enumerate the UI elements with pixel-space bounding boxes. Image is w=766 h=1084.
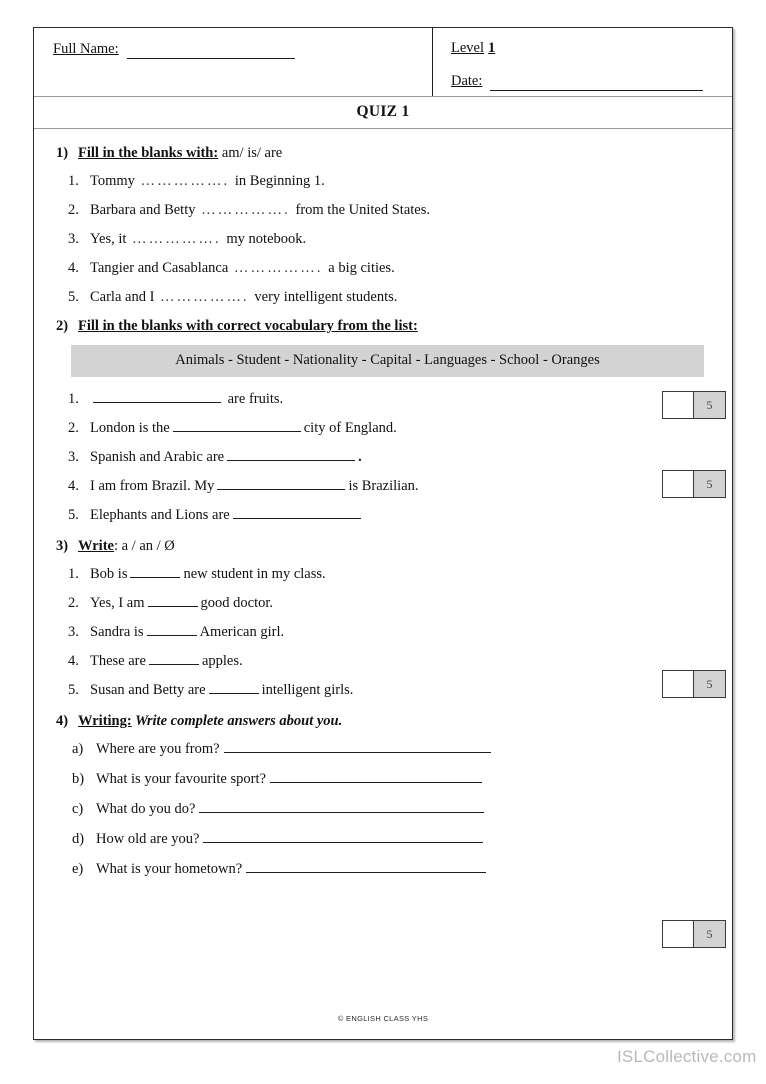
item-text-after: my notebook. [226, 231, 307, 247]
word-bank: Animals - Student - Nationality - Capital - Languages - School - Oranges [71, 345, 704, 377]
answer-line[interactable] [203, 830, 483, 843]
list-item [34, 594, 732, 612]
exercise-2-items [34, 390, 732, 524]
item-marker: 5. [68, 289, 79, 305]
islcollective-watermark: ISLCollective.com [617, 1047, 757, 1066]
answer-blank[interactable] [217, 477, 345, 490]
answer-blank[interactable] [130, 565, 180, 578]
item-text-after: are fruits. [227, 391, 284, 407]
list-item [34, 681, 732, 699]
answer-blank[interactable] [173, 419, 301, 432]
item-marker: 4. [68, 260, 79, 276]
item-text-after: intelligent girls. [261, 682, 354, 698]
score-max-value: 5 [694, 471, 725, 497]
item-text-before: I am from Brazil. My [90, 478, 215, 494]
answer-blank[interactable] [148, 594, 198, 607]
exercise-4-heading [34, 713, 732, 730]
item-marker: b) [72, 771, 85, 787]
item-marker: 3. [68, 449, 79, 465]
item-marker: 5. [68, 507, 79, 523]
full-name-label: Full Name: [53, 41, 119, 57]
score-max-value: 5 [694, 921, 725, 947]
list-item [34, 623, 732, 641]
list-item [34, 770, 732, 788]
item-text-before: Susan and Betty are [90, 682, 206, 698]
question-text: How old are you? [96, 831, 200, 847]
score-box-4[interactable] [662, 920, 726, 948]
level-label: Level [451, 40, 485, 56]
exercise-4-title: Writing: [78, 713, 132, 729]
score-input-cell[interactable] [663, 471, 694, 497]
list-item [34, 800, 732, 818]
item-text-before: Barbara and Betty [90, 202, 196, 218]
answer-line[interactable] [270, 770, 482, 783]
score-box-2[interactable] [662, 470, 726, 498]
level-field [451, 39, 732, 58]
item-text-before: These are [90, 653, 146, 669]
item-text-before: Tangier and Casablanca [90, 260, 229, 276]
date-label: Date: [451, 73, 483, 89]
question-text: What is your favourite sport? [96, 771, 266, 787]
item-marker: 3. [68, 624, 79, 640]
item-marker: e) [72, 861, 84, 877]
exercise-3 [34, 538, 732, 699]
exercise-2-number: 2) [56, 318, 69, 334]
item-marker: 2. [68, 202, 79, 218]
item-text-before: Yes, I am [90, 595, 145, 611]
exercise-1-items [34, 172, 732, 306]
answer-blank[interactable] [149, 652, 199, 665]
list-item [34, 201, 732, 219]
list-item [34, 830, 732, 848]
score-input-cell[interactable] [663, 671, 694, 697]
score-max-value: 5 [694, 392, 725, 418]
level-value: 1 [488, 40, 496, 56]
item-marker: c) [72, 801, 84, 817]
header-name-cell [34, 28, 433, 96]
page-title: QUIZ 1 [356, 103, 410, 120]
full-name-input-line[interactable] [127, 45, 295, 59]
item-text-after: in Beginning 1. [234, 173, 325, 189]
item-text-before: Sandra is [90, 624, 144, 640]
item-marker: d) [72, 831, 85, 847]
item-text-after: apples. [201, 653, 243, 669]
item-text-before: Tommy [90, 173, 135, 189]
worksheet-page [33, 27, 733, 1040]
item-text-after: city of England. [303, 420, 397, 436]
list-item [34, 259, 732, 277]
worksheet-header [34, 28, 732, 96]
item-marker: 1. [68, 173, 79, 189]
exercise-3-subtitle: : a / an / Ø [113, 538, 175, 554]
list-item [34, 230, 732, 248]
item-text-before: Bob is [90, 566, 128, 582]
exercise-3-number: 3) [56, 538, 69, 554]
list-item [34, 288, 732, 306]
item-text-after: from the United States. [295, 202, 430, 218]
dotted-blank[interactable]: ……………. [201, 202, 290, 218]
list-item [34, 419, 732, 437]
item-marker: 1. [68, 391, 79, 407]
list-item [34, 652, 732, 670]
list-item [34, 172, 732, 190]
question-text: Where are you from? [96, 741, 220, 757]
list-item [34, 740, 732, 758]
list-item [34, 565, 732, 583]
item-marker: 5. [68, 682, 79, 698]
exercise-1-subtitle: am/ is/ are [218, 145, 283, 161]
answer-blank[interactable] [147, 623, 197, 636]
exercise-2-title: Fill in the blanks with correct vocabulary from the list: [78, 318, 418, 334]
exercise-1-title: Fill in the blanks with: [78, 145, 219, 161]
item-text-before: Yes, it [90, 231, 127, 247]
exercise-3-items [34, 565, 732, 699]
dotted-blank[interactable]: ……………. [160, 289, 249, 305]
item-text-after: . [358, 449, 362, 465]
item-text-before: London is the [90, 420, 170, 436]
answer-blank[interactable] [93, 390, 221, 403]
item-marker: 2. [68, 420, 79, 436]
footer-copyright: © ENGLISH CLASS YHS [337, 1014, 429, 1023]
item-marker: 3. [68, 231, 79, 247]
answer-blank[interactable] [233, 506, 361, 519]
answer-blank[interactable] [209, 681, 259, 694]
item-text-after: American girl. [199, 624, 285, 640]
dotted-blank[interactable]: ……………. [140, 173, 230, 189]
list-item [34, 860, 732, 878]
list-item [34, 477, 732, 495]
item-text-after: very intelligent students. [254, 289, 398, 305]
question-text: What do you do? [96, 801, 196, 817]
dotted-blank[interactable]: ……………. [132, 231, 221, 247]
exercise-4-questions [34, 740, 732, 878]
item-marker: 4. [68, 478, 79, 494]
exercise-1-heading [34, 145, 732, 162]
item-text-after: new student in my class. [183, 566, 326, 582]
item-text-before: Spanish and Arabic are [90, 449, 225, 465]
item-marker: 4. [68, 653, 79, 669]
item-text-before: Elephants and Lions are [90, 507, 230, 523]
exercise-2 [34, 318, 732, 524]
list-item [34, 448, 732, 466]
item-text-after: good doctor. [200, 595, 274, 611]
list-item [34, 390, 732, 408]
item-text-after: a big cities. [328, 260, 395, 276]
header-level-cell [433, 28, 732, 96]
score-input-cell[interactable] [663, 921, 694, 947]
date-input-line[interactable] [490, 77, 703, 91]
answer-line[interactable] [199, 800, 484, 813]
exercise-4 [34, 713, 732, 941]
full-name-field [53, 40, 432, 59]
exercise-3-title: Write [78, 538, 114, 554]
answer-line[interactable] [224, 740, 491, 753]
item-text-before: Carla and I [90, 289, 155, 305]
exercise-2-heading [34, 318, 732, 335]
item-marker: a) [72, 741, 84, 757]
date-field [451, 72, 732, 91]
score-box-3[interactable] [662, 670, 726, 698]
exercise-4-subtitle: Write complete answers about you. [131, 713, 343, 729]
item-marker: 1. [68, 566, 79, 582]
dotted-blank[interactable]: ……………. [233, 260, 323, 276]
exercise-3-heading [34, 538, 732, 555]
score-max-value: 5 [694, 671, 725, 697]
answer-blank[interactable] [227, 448, 355, 461]
item-marker: 2. [68, 595, 79, 611]
answer-line[interactable] [246, 860, 486, 873]
item-text-after: is Brazilian. [348, 478, 419, 494]
exercise-1-number: 1) [56, 145, 69, 161]
worksheet-content [34, 129, 732, 941]
list-item [34, 506, 732, 524]
question-text: What is your hometown? [96, 861, 243, 877]
exercise-4-number: 4) [56, 713, 69, 729]
